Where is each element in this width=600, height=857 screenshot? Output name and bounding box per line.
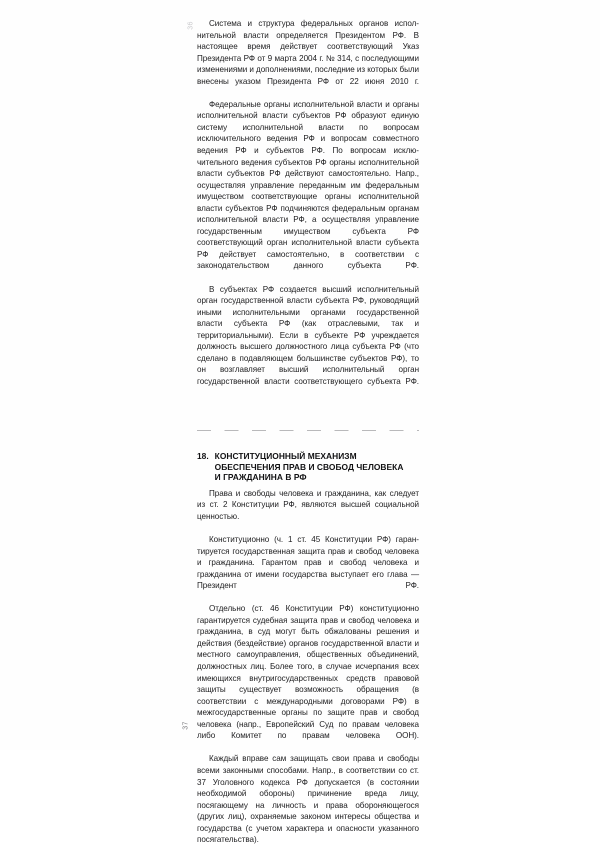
section-title	[215, 451, 404, 483]
paragraph: Каждый вправе сам защищать свои права и свободы всеми законными способами. Напр., в соответствии со ст. 37 Уголовного кодекса РФ допускается (в состоянии необходимой обороны) причинение вреда лицу, посягающему на личность и права обороняющегося (других лиц), охраняемые законом интересы общества и государства (с учетом характера и опасности указанного посягательства).	[197, 754, 419, 845]
paragraph: Отдельно (ст. 46 Конституции РФ) конституционно гарантируется судебная защита прав и свобод человека и гражданина, в суд могут быть обжалованы решения и действия (бездействие) органов государственной власти и местного самоуправления, общественных объединений, должностных лиц. Более того, в случае исчерпания всех имеющихся внутригосударственных средств правовой защиты существует возможность обращения (в соответствии с международными договорами РФ) в межгосударственные органы по защите прав и свобод человека (напр., Европейский Суд по правам человека либо Комитет по правам человека ООН).	[197, 604, 419, 741]
folio-top: 36	[187, 21, 195, 30]
paragraph: Федеральные органы исполнительной власти и органы исполнительной власти субъектов РФ образуют единую систему исполнительной власти по вопросам исключительного ведения РФ и вопросам совместного ведения РФ и субъектов РФ. По вопросам исключительного ведения субъектов РФ органы исполнительной власти субъектов РФ действуют самостоятельно. Напр., осуществляя управление переданным им федеральным имуществом соответствующие органы исполнительной власти субъектов РФ подчиняются федеральным органам исполнительной власти РФ, а осуществляя управление государственным имуществом субъекта РФ соответствующий орган исполнительной власти субъекта РФ действует самостоятельно, в соответствии с законодательством данного субъекта РФ.	[197, 99, 419, 271]
section-number: 18.	[197, 451, 209, 462]
text-column	[197, 18, 419, 857]
paragraph: Система и структура федеральных органов исполнительной власти определяется Президентом РФ. В настоящее время действует соответствующий Указ Президента РФ от 9 марта 2004 г. № 314, с последующими изменениями и дополнениями, последние из которых были внесены указом Президента РФ от 22 июня 2010 г.	[197, 19, 419, 86]
section-title-line: ОБЕСПЕЧЕНИЯ ПРАВ И СВОБОД ЧЕЛОВЕКА	[214, 461, 404, 472]
section-title-line: И ГРАЖДАНИНА В РФ	[214, 472, 307, 483]
paragraph: Права и свободы человека и гражданина, как следует из ст. 2 Конституции РФ, являются высшей социальной ценностью.	[197, 488, 419, 521]
folio-bottom: 37	[182, 721, 190, 730]
section-divider	[197, 427, 419, 435]
paragraph: В субъектах РФ создается высший исполнительный орган государственной власти субъекта РФ, руководящий иными исполнительными органами государственной власти субъекта РФ (как отраслевыми, так и территориальными). Если в субъекте РФ учреждается должность высшего должностного лица субъекта РФ (что сделано в подавляющем большинстве субъектов РФ), то он возглавляет высший исполнительный орган государственной власти соответствующего субъекта РФ.	[197, 284, 419, 386]
section-title-line: КОНСТИТУЦИОННЫЙ МЕХАНИЗМ	[214, 451, 357, 462]
paragraph: Конституционно (ч. 1 ст. 45 Конституции РФ) гарантируется государственная защита прав и свобод человека и гражданина. Гарантом прав и свобод человека и гражданина от имени государства выступает его глава — Президент РФ.	[197, 535, 419, 591]
section-heading	[197, 451, 419, 483]
dashed-rule	[197, 430, 419, 431]
